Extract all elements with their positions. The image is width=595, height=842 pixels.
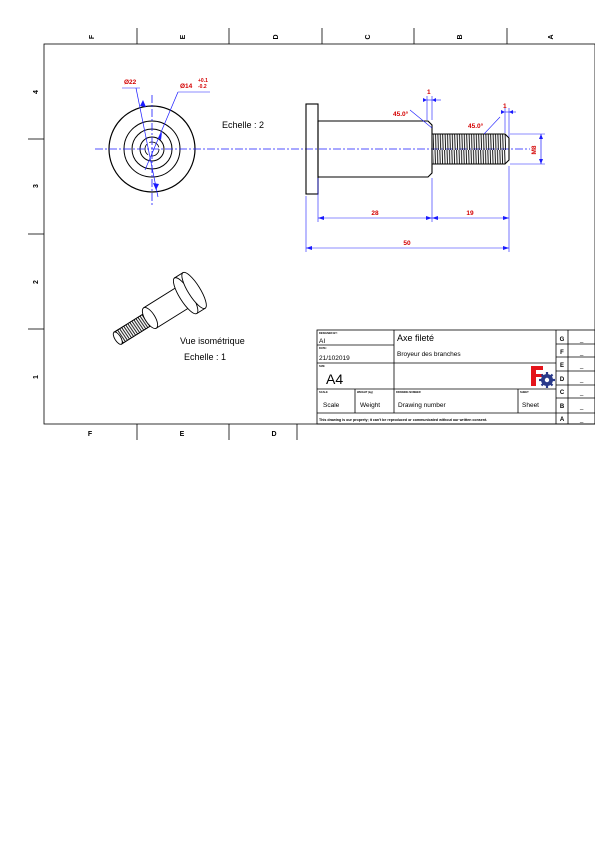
rev-value-c: _ [580,390,584,396]
dim-19-label: 19 [466,210,474,217]
rev-letter-b: B [559,404,565,410]
dim-d22-label: Ø22 [124,79,137,86]
dim-d14-tol-low: -0.2 [198,84,207,90]
dim-d14 [145,78,210,170]
zone-row-1: 1 [32,375,40,379]
zone-col-d: D [272,34,280,40]
designed-by-value: AI [319,338,326,345]
size-label: SIZE [319,365,325,368]
dim-50-label: 50 [403,240,411,247]
iso-scale: Echelle : 1 [184,352,227,362]
rev-letter-a: A [559,417,565,423]
size-value: A4 [326,371,344,387]
scale-label: SCALE [319,391,328,394]
zone-bottom-f: F [87,431,93,438]
front-scale-label: Echelle : 2 [222,120,265,130]
chamfer-1-angle: 45.0° [393,111,409,118]
rev-value-d: _ [580,377,584,383]
weight-value: Weight [360,402,381,409]
sheet-value: Sheet [522,402,539,409]
zone-col-e: E [179,34,187,40]
sheet-label: SHEET [520,391,529,394]
rev-value-g: _ [580,337,584,343]
zone-col-f: F [88,34,96,40]
dim-d14-label: Ø14 [180,83,193,90]
rev-letter-d: D [559,377,565,383]
zone-row-2: 2 [32,280,40,284]
rev-value-e: _ [580,363,584,369]
revision-table [560,337,584,423]
zone-row-4: 4 [32,90,40,94]
company-logo [531,366,555,388]
chamfer-2-angle: 45.0° [468,123,484,130]
weight-label: WEIGHT (kg) [357,391,373,394]
zone-bottom-e: E [179,431,185,438]
thread-hatching [433,134,506,164]
drawing-number-label: DRAWING NUMBER [396,391,421,394]
zone-col-c: C [364,34,372,40]
zone-row-3: 3 [32,184,40,188]
dim-28-label: 28 [371,210,379,217]
dim-m8-label: M8 [531,145,538,155]
dim-d22 [122,79,159,197]
zone-dividers [28,28,507,440]
rev-letter-g: G [559,337,565,343]
scale-value: Scale [323,402,340,409]
zone-bottom-d: D [271,431,277,438]
designed-by-label: DESIGNED BY: [319,332,338,335]
rev-value-b: _ [580,404,584,410]
drawing-subtitle: Broyeur des branches [397,351,461,358]
copyright-footer: This drawing is our property; it can't be reproduced or communicated without our written consent. [319,418,488,422]
rev-value-a: _ [580,417,584,423]
chamfer-1-value: 1 [427,89,431,96]
rev-letter-e: E [559,363,565,369]
rev-letter-c: C [559,390,565,396]
zone-col-a: A [547,34,555,40]
chamfer-annotation-1 [393,89,441,128]
drawing-number-value: Drawing number [398,402,446,409]
dim-d14-tol-up: +0.1 [198,78,208,84]
left-zone-labels [33,90,40,379]
rev-letter-f: F [560,350,564,356]
rev-value-f: _ [580,350,584,356]
chamfer-2-value: 1 [503,103,507,110]
drawing-title: Axe fileté [397,333,435,343]
iso-title: Vue isométrique [180,336,245,346]
date-value: 21/102019 [319,355,350,362]
chamfer-annotation-2 [468,103,516,137]
bottom-zone-labels [88,431,277,438]
date-label: DATE: [319,347,327,350]
title-block [317,330,595,424]
zone-col-b: B [456,34,464,40]
